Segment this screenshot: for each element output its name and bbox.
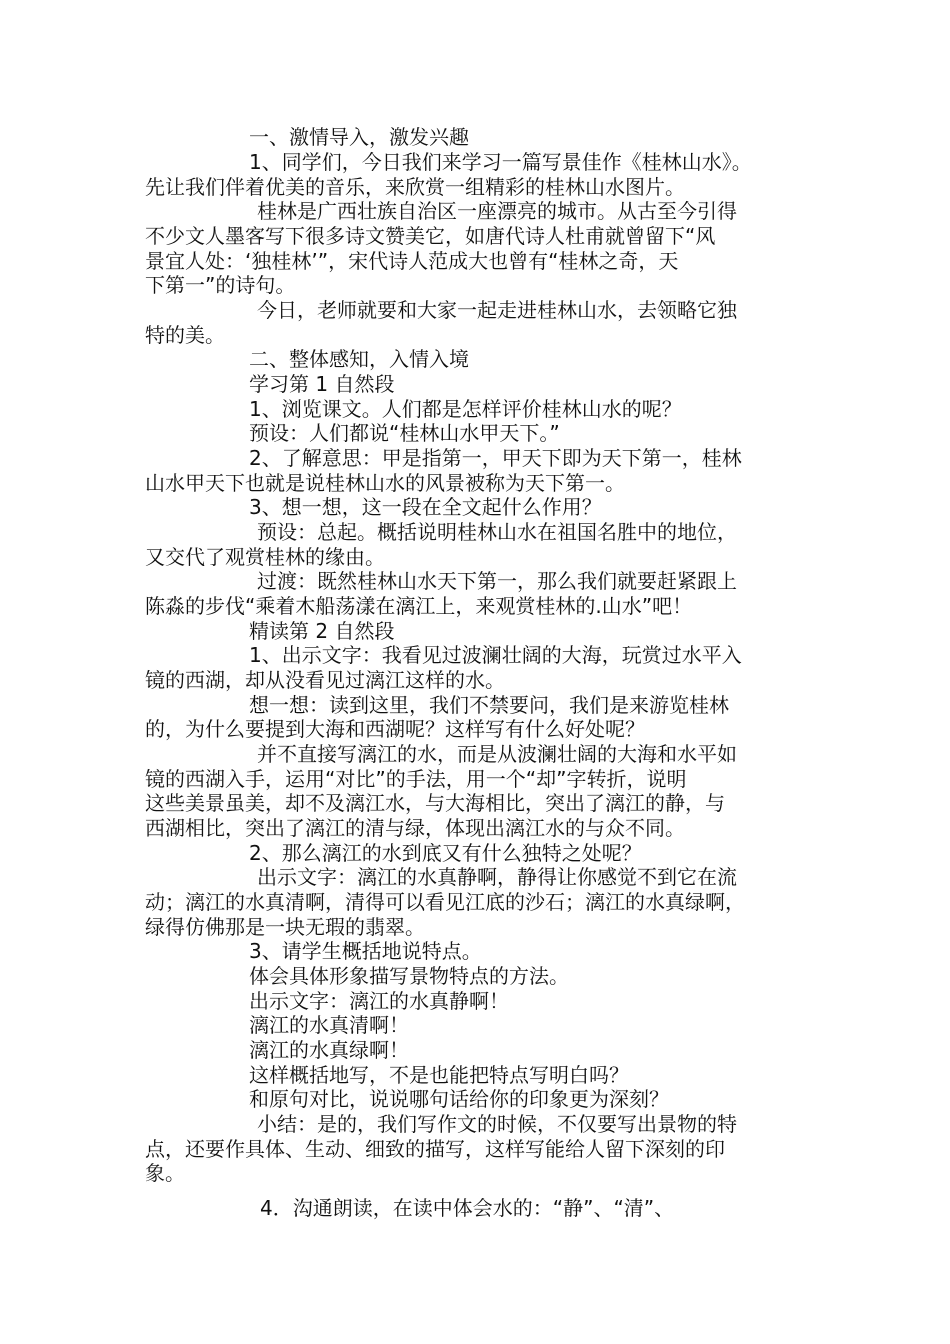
paragraph-line: 动；漓江的水真清啊，清得可以看见江底的沙石；漓江的水真绿啊，: [145, 890, 745, 914]
paragraph-line: 1、出示文字：我看见过波澜壮阔的大海，玩赏过水平入: [249, 643, 742, 667]
paragraph-line: 出示文字：漓江的水真静啊，静得让你感觉不到它在流: [257, 865, 737, 889]
paragraph-line: 漓江的水真绿啊！: [249, 1038, 409, 1062]
paragraph-line: 这样概括地写，不是也能把特点写明白吗？: [249, 1063, 629, 1087]
paragraph-line: 先让我们伴着优美的音乐，来欣赏一组精彩的桂林山水图片。: [145, 175, 685, 199]
paragraph-line: 想一想：读到这里，我们不禁要问，我们是来游览桂林: [249, 693, 729, 717]
paragraph-line: 不少文人墨客写下很多诗文赞美它，如唐代诗人杜甫就曾留下“风: [145, 224, 716, 248]
paragraph-line: 镜的西湖入手，运用“对比”的手法，用一个“却”字转折，说明: [145, 767, 687, 791]
paragraph-line: 镜的西湖，却从没看见过漓江这样的水。: [145, 668, 505, 692]
paragraph-line: 桂林是广西壮族自治区一座漂亮的城市。从古至今引得: [257, 199, 737, 223]
paragraph-line: 1、浏览课文。人们都是怎样评价桂林山水的呢？: [249, 397, 682, 421]
paragraph-line: 和原句对比，说说哪句话给你的印象更为深刻？: [249, 1087, 669, 1111]
paragraph-line: 预设：总起。概括说明桂林山水在祖国名胜中的地位，: [257, 520, 737, 544]
paragraph-line: 景宜人处：‘独桂林’”，宋代诗人范成大也曾有“桂林之奇，天: [145, 249, 679, 273]
paragraph-line: 下第一”的诗句。: [145, 273, 296, 297]
paragraph-line: 山水甲天下也就是说桂林山水的风景被称为天下第一。: [145, 471, 625, 495]
paragraph-line: 并不直接写漓江的水，而是从波澜壮阔的大海和水平如: [257, 742, 737, 766]
paragraph-line: 小结：是的，我们写作文的时候，不仅要写出景物的特: [257, 1112, 737, 1136]
paragraph-line: 西湖相比，突出了漓江的清与绿，体现出漓江水的与众不同。: [145, 816, 685, 840]
paragraph-line: 2、那么漓江的水到底又有什么独特之处呢？: [249, 841, 642, 865]
subsection-heading: 精读第 2 自然段: [249, 619, 395, 643]
subsection-heading: 学习第 1 自然段: [249, 372, 395, 396]
section-heading-1: 一、激情导入，激发兴趣: [249, 125, 469, 149]
paragraph-line: 特的美。: [145, 323, 225, 347]
paragraph-line: 今日，老师就要和大家一起走进桂林山水，去领略它独: [257, 298, 737, 322]
paragraph-line: 3、请学生概括地说特点。: [249, 939, 482, 963]
section-heading-2: 二、整体感知，入情入境: [249, 347, 469, 371]
paragraph-line: 过渡：既然桂林山水天下第一，那么我们就要赶紧跟上: [257, 569, 737, 593]
paragraph-line: 体会具体形象描写景物特点的方法。: [249, 964, 569, 988]
paragraph-line: 象。: [145, 1161, 185, 1185]
paragraph-line: 出示文字：漓江的水真静啊！: [249, 989, 509, 1013]
paragraph-line: 这些美景虽美，却不及漓江水，与大海相比，突出了漓江的静，与: [145, 791, 725, 815]
paragraph-line: 4．沟通朗读，在读中体会水的：“静”、“清”、: [260, 1196, 675, 1220]
paragraph-line: 陈淼的步伐“乘着木船荡漾在漓江上，来观赏桂林的.山水”吧！: [145, 594, 693, 618]
paragraph-line: 2、了解意思：甲是指第一，甲天下即为天下第一，桂林: [249, 446, 742, 470]
paragraph-line: 3、想一想，这一段在全文起什么作用？: [249, 495, 602, 519]
paragraph-line: 又交代了观赏桂林的缘由。: [145, 545, 385, 569]
paragraph-line: 绿得仿佛那是一块无瑕的翡翠。: [145, 915, 425, 939]
paragraph-line: 的，为什么要提到大海和西湖呢？这样写有什么好处呢？: [145, 717, 645, 741]
paragraph-line: 1、同学们，今日我们来学习一篇写景佳作《桂林山水》。: [249, 150, 752, 174]
paragraph-line: 漓江的水真清啊！: [249, 1013, 409, 1037]
paragraph-line: 预设：人们都说“桂林山水甲天下。”: [249, 421, 560, 445]
paragraph-line: 点，还要作具体、生动、细致的描写，这样写能给人留下深刻的印: [145, 1137, 725, 1161]
